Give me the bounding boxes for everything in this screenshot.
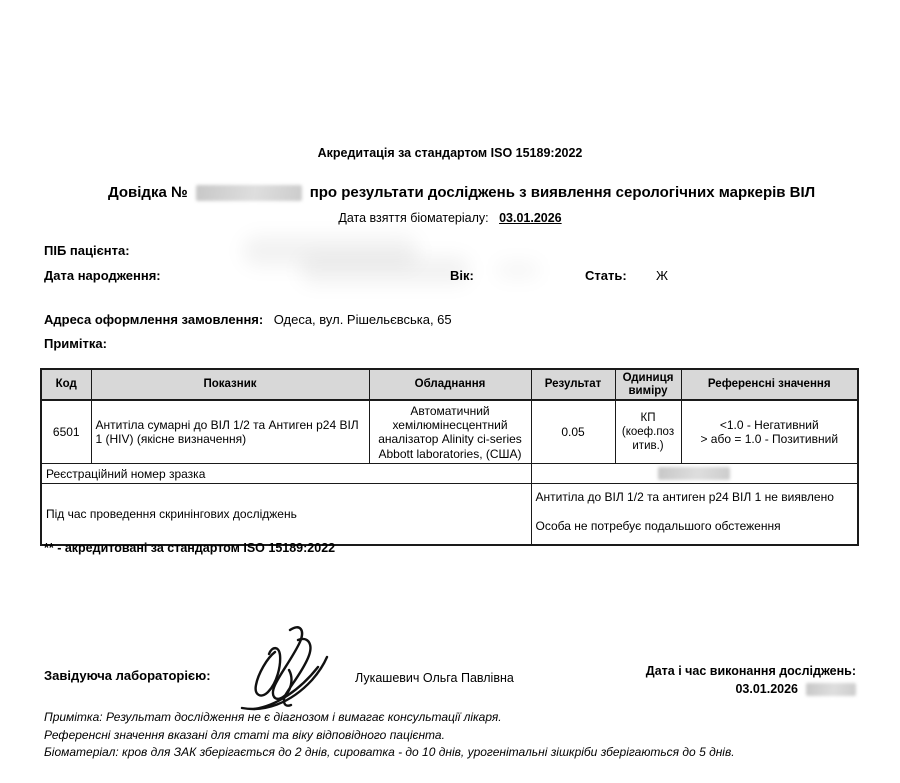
screening-row (41, 484, 858, 546)
redacted-registration-number (658, 467, 730, 480)
registration-value-cell (531, 464, 858, 484)
certificate-title-text: про результати досліджень з виявлення серологічних маркерів ВІЛ (309, 184, 816, 201)
table-row (41, 400, 858, 464)
redacted-execution-time (806, 683, 856, 696)
reference-line-2: > або = 1.0 - Позитивний (700, 432, 839, 447)
screening-result-cell (531, 484, 858, 546)
certificate-title-line (108, 184, 815, 201)
sex-label: Стать: (585, 268, 627, 283)
sex-value: Ж (656, 268, 669, 283)
cell-indicator: Антитіла сумарні до ВІЛ 1/2 та Антиген p24 ВІЛ 1 (HIV) (якісне визначення) (91, 400, 369, 464)
registration-row (41, 464, 858, 484)
cell-unit: КП (коеф.позитив.) (615, 400, 681, 464)
col-header-code: Код (41, 369, 91, 400)
note-label: Примітка: (44, 336, 107, 351)
col-header-unit: Одиниця виміру (615, 369, 681, 400)
redacted-birth-date (300, 256, 470, 284)
birth-date-label: Дата народження: (44, 268, 161, 283)
lab-head-name: Лукашевич Ольга Павлівна (355, 671, 514, 685)
cell-equipment: Автоматичний хемілюмінесцентний аналізатор Alinity ci-series Abbott laboratories, (США) (369, 400, 531, 464)
footer-note-2: Референсні значення вказані для статі та віку відповідного пацієнта. (44, 727, 445, 742)
redacted-age (497, 262, 539, 278)
table-header-row (41, 369, 858, 400)
col-header-reference: Референсні значення (681, 369, 858, 400)
reference-line-1: <1.0 - Негативний (719, 418, 819, 433)
sample-date-label: Дата взяття біоматеріалу: (338, 211, 489, 225)
registration-label: Реєстраційний номер зразка (41, 464, 531, 484)
execution-date-line (646, 680, 856, 698)
order-address-label: Адреса оформлення замовлення: (44, 312, 264, 327)
execution-date-label: Дата і час виконання досліджень: (645, 664, 856, 678)
footer-note-1: Примітка: Результат дослідження не є діагнозом і вимагає консультації лікаря. (44, 710, 502, 724)
accreditation-footnote: ** - акредитовані за стандартом ISO 15189:2022 (44, 541, 336, 555)
screening-result-line-1: Антитіла до ВІЛ 1/2 та антиген p24 ВІЛ 1 не виявлено (535, 490, 834, 505)
order-address-line (44, 311, 452, 329)
footer-notes (44, 709, 735, 762)
accreditation-title: Акредитація за стандартом ISO 15189:2022 (317, 146, 583, 160)
lab-head-label: Завідуюча лабораторією: (44, 668, 211, 683)
screening-result-line-2: Особа не потребує подальшого обстеження (535, 519, 781, 534)
sample-date-line (0, 211, 900, 225)
col-header-result: Результат (531, 369, 615, 400)
redacted-certificate-number (196, 185, 302, 201)
cell-reference (681, 400, 858, 464)
certificate-number-label: Довідка № (108, 184, 188, 201)
col-header-indicator: Показник (91, 369, 369, 400)
results-table (40, 368, 859, 546)
footer-note-3: Біоматеріал: кров для ЗАК зберігається до 2 днів, сироватка - до 10 днів, урогенітальні зішкріби зберігаються до 5 днів. (44, 745, 735, 759)
signature-scribble (228, 622, 353, 717)
age-label: Вік: (450, 268, 474, 283)
sample-date-value: 03.01.2026 (499, 211, 562, 225)
screening-label: Під час проведення скринінгових досліджень (41, 484, 531, 546)
execution-date-value: 03.01.2026 (735, 682, 798, 697)
patient-name-label: ПІБ пацієнта: (44, 243, 130, 258)
execution-date-block (646, 662, 856, 698)
order-address-value: Одеса, вул. Рішельєвська, 65 (273, 312, 452, 327)
cell-code: 6501 (41, 400, 91, 464)
cell-result: 0.05 (531, 400, 615, 464)
col-header-equipment: Обладнання (369, 369, 531, 400)
